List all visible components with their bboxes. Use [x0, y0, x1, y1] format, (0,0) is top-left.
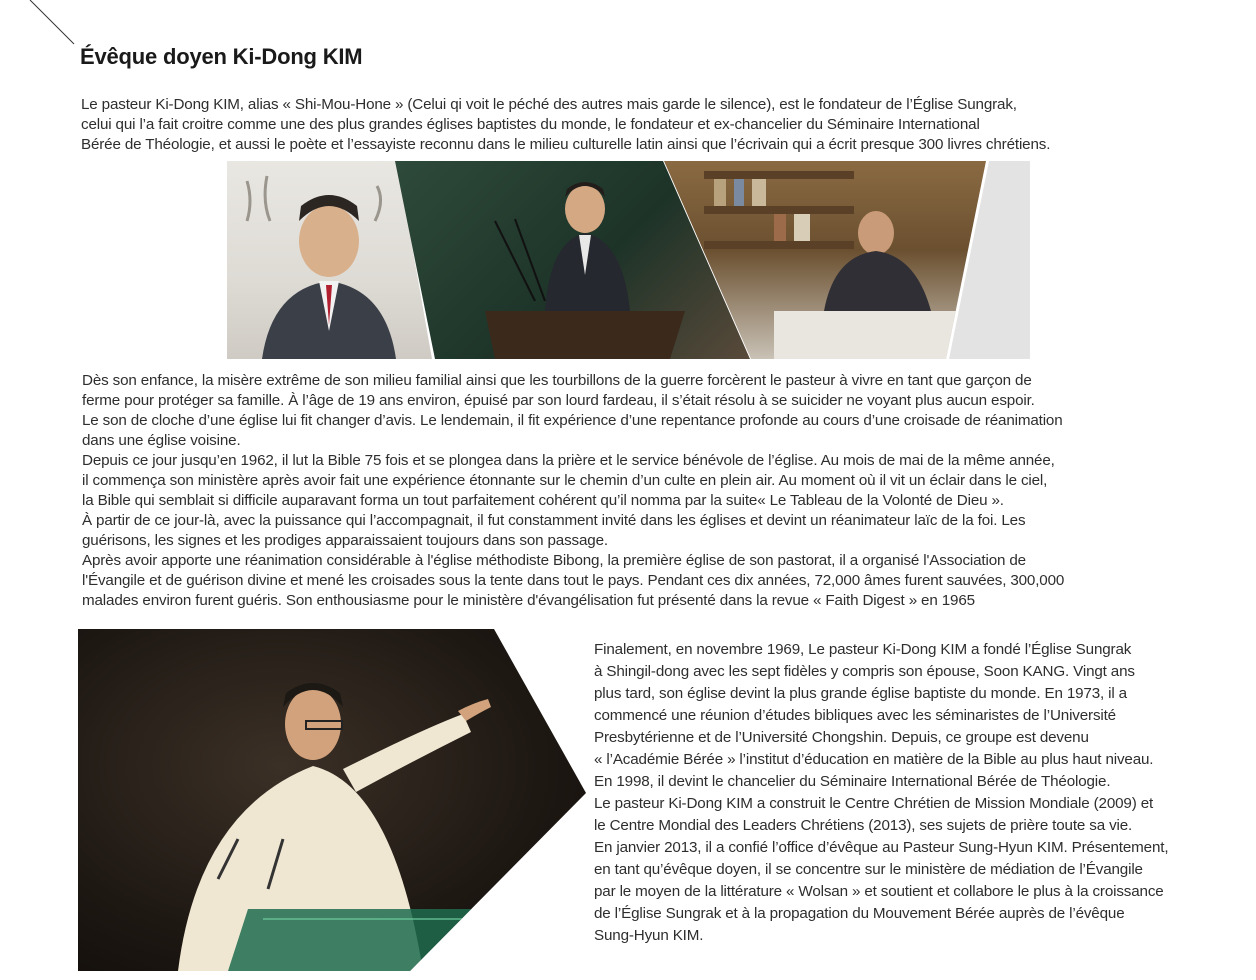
intro-paragraph: Le pasteur Ki-Dong KIM, alias « Shi-Mou-Hone » (Celui qi voit le péché des autres mais garde le silence), est le fondateur de l’Église Sungrak, celui qui l’a fait croitre comme une des plus grandes églises baptistes du monde, le fondateur et ex-chancelier du Séminaire International Bérée de Théologie, et aussi le poète et l’essayiste reconnu dans le milieu culturelle latin ainsi que l’écrivain qui a écrit presque 300 livres chrétiens.: [81, 96, 1051, 153]
continuation-paragraph: Finalement, en novembre 1969, Le pasteur Ki-Dong KIM a fondé l’Église Sungrak à Shingil-dong avec les sept fidèles y compris son épouse, Soon KANG. Vingt ans plus tard, son église devint la plus grande église baptiste du monde. En 1973, il a commencé une réunion d’études bibliques avec les séminaristes de l’Université Presbytérienne et de l’Université Chongshin. Depuis, ce groupe est devenu « l’Académie Bérée » l’institut d’éducation en matière de la Bible au plus haut niveau. En 1998, il devint le chancelier du Séminaire International Bérée de Théologie. Le pasteur Ki-Dong KIM a construit le Centre Chrétien de Mission Mondiale (2009) et le Centre Mondial des Leaders Chrétiens (2013), ses sujets de prière toute sa vie. En janvier 2013, il a confié l’office d’évêque au Pasteur Sung-Hyun KIM. Présentement, en tant qu’évêque doyen, il se concentre sur le ministère de médiation de l’Évangile par le moyen de la littérature « Wolsan » et soutient et collabore le plus à la croissance de l’Église Sungrak et à la propagation du Mouvement Bérée auprès de l’évêque Sung-Hyun KIM.: [594, 641, 1169, 944]
photo-strip: [227, 161, 1030, 359]
page-title: Évêque doyen Ki-Dong KIM: [80, 44, 363, 69]
sermon-photo: [78, 629, 586, 971]
diagonal-line-icon: [0, 0, 80, 50]
biography-paragraph: Dès son enfance, la misère extrême de son milieu familial ainsi que les tourbillons de la guerre forcèrent le pasteur à vivre en tant que garçon de ferme pour protéger sa famille. À l’âge de 19 ans environ, épuisé par son lourd fardeau, il s’était résolu à se suicider ne voyant plus aucun espoir. Le son de cloche d’une église lui fit changer d’avis. Le lendemain, il fit expérience d’une repentance profonde au cours d’une croisade de réanimation dans une église voisine. Depuis ce jour jusqu’en 1962, il lut la Bible 75 fois et se plongea dans la prière et le service bénévole de l’église. Au mois de mai de la même année, il commença son ministère après avoir fait une expérience étonnante sur le chemin d’un culte en plein air. Au moment où il vit un éclair dans le ciel, la Bible qui semblait si difficile auparavant forma un tout parfaitement cohérent qu’il nomma par la suite« Le Tableau de la Volonté de Dieu ». À partir de ce jour-là, avec la puissance qui l’accompagnait, il fut constamment invité dans les églises et devint un réanimateur laïc de la foi. Les guérisons, les signes et les prodiges apparaissaient toujours dans son passage. Après avoir apporte une réanimation considérable à l'église méthodiste Bibong, la première église de son pastorat, il a organisé l'Association de l'Évangile et de guérison divine et mené les croisades sous la tente dans tout le pays. Pendant ces dix années, 72,000 âmes furent sauvées, 300,000 malades environ furent guéris. Son enthousiasme pour le ministère d'évangélisation fut présenté dans la revue « Faith Digest » en 1965: [82, 372, 1065, 609]
